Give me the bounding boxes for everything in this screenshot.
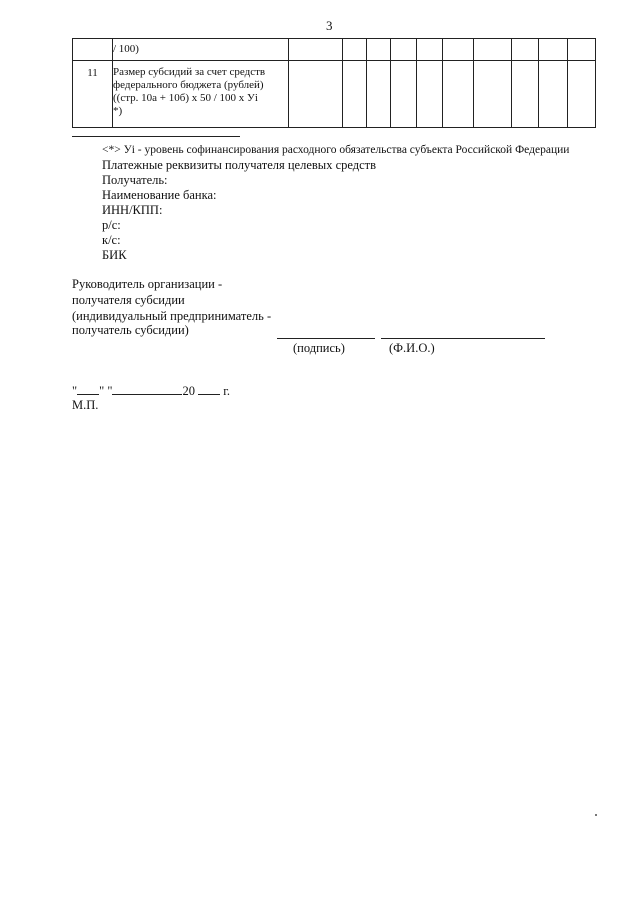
row-11-text-line-3: ((стр. 10а + 10б) x 50 / 100 x Уi [113,92,258,104]
table-cell [417,39,443,61]
table-cell [343,61,367,128]
table-cell [417,61,443,128]
row-number-cell [73,39,113,61]
row-continuation-text: / 100) [113,43,139,55]
table-cell [367,39,391,61]
row-11-text-line-2: федерального бюджета (рублей) [113,79,264,91]
day-blank [77,382,99,395]
date-line [72,382,230,399]
signatory-line-3: (индивидуальный предприниматель - [72,309,272,323]
date-quote-open: " [72,384,78,398]
table-cell [568,39,596,61]
footnote: <*> Уi - уровень софинансирования расходного обязательства субъекта Российской Федерации [102,144,570,156]
table-cell [289,61,343,128]
row-name-cell [113,61,289,128]
inn-kpp-label: ИНН/КПП: [102,203,163,217]
year-suffix: г. [223,384,231,398]
table-cell [474,39,512,61]
row-name-cell [113,39,289,61]
recipient-label: Получатель: [102,173,168,187]
correspondent-account-label: к/с: [102,233,121,247]
table-row [73,39,596,61]
date-quote-close: " [99,384,105,398]
table-cell [474,61,512,128]
row-11-text-line-1: Размер субсидий за счет средств [113,66,266,78]
table-cell [539,39,568,61]
table-cell [289,39,343,61]
page-number: 3 [326,18,333,33]
table-cell [539,61,568,128]
table-cell [343,39,367,61]
bank-name-label: Наименование банка: [102,188,217,202]
table-cell [367,61,391,128]
stamp-label: М.П. [72,398,99,412]
signature-line [277,338,375,339]
subsidy-table [72,38,596,128]
signatory-line-1: Руководитель организации - [72,277,223,291]
row-number: 11 [87,67,98,79]
row-number-cell [73,61,113,128]
year-prefix: 20 [182,384,195,398]
footnote-divider [72,136,240,137]
scan-speck [595,814,597,816]
name-line [381,338,545,339]
table-cell [391,39,417,61]
table-cell [443,39,474,61]
bik-label: БИК [102,248,127,262]
signatory-line-2: получателя субсидии [72,293,185,307]
signatory-line-4: получатель субсидии) [72,323,189,337]
signature-caption: (подпись) [293,341,345,355]
table-cell [568,61,596,128]
table-cell [391,61,417,128]
year-blank [198,382,220,395]
table-cell [512,39,539,61]
date-quote-open-2: " [107,384,113,398]
table-cell [512,61,539,128]
name-caption: (Ф.И.О.) [389,341,435,355]
row-11-text-line-4: *) [113,105,123,117]
requisites-title: Платежные реквизиты получателя целевых средств [102,158,377,172]
table-row [73,61,596,128]
settlement-account-label: р/с: [102,218,121,232]
month-blank [112,382,182,395]
table-cell [443,61,474,128]
